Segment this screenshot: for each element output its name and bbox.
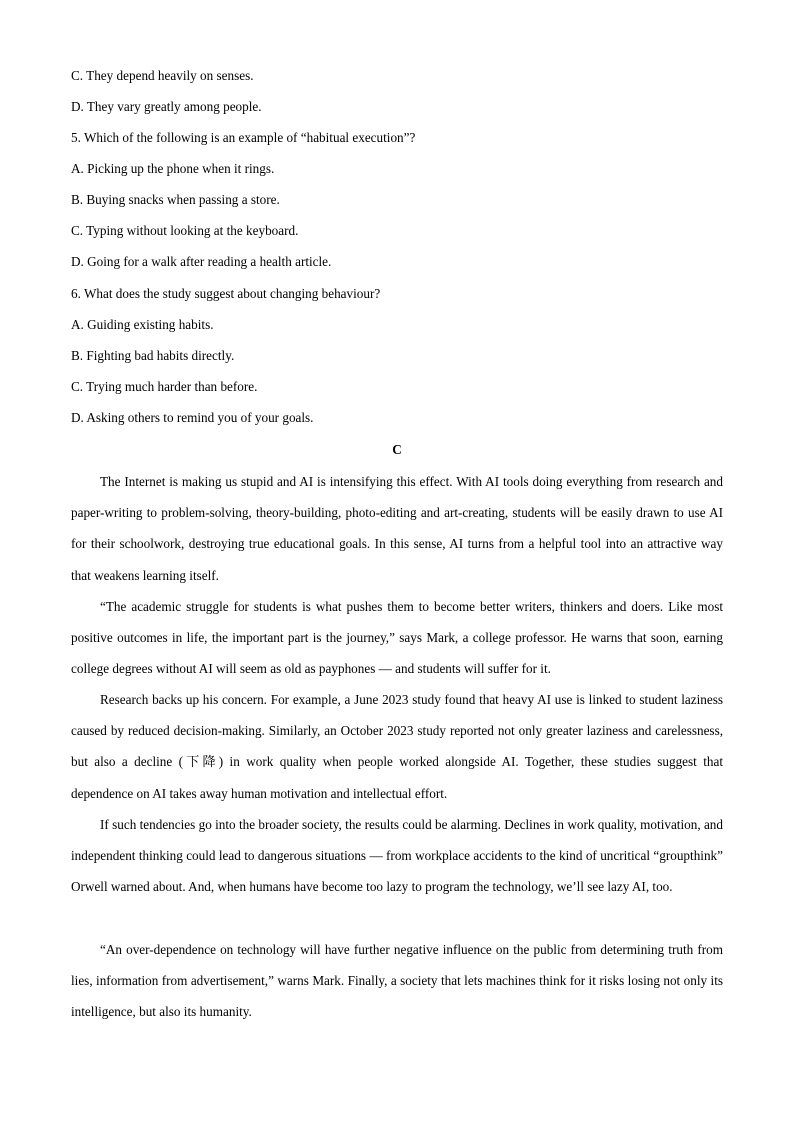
question-text: 5. Which of the following is an example of “habitual execution”? (71, 130, 416, 145)
passage-paragraph-5: “An over-dependence on technology will have further negative influence on the public from determining truth from lies, information from advertisement,” warns Mark. Finally, a society that lets machines think for it risks losing not only its intelligence, but also its humanity. (71, 942, 723, 1020)
section-heading: C (392, 442, 402, 457)
option-text: B. Fighting bad habits directly. (71, 348, 235, 363)
option-text: C. Typing without looking at the keyboard. (71, 223, 299, 238)
option-text: A. Picking up the phone when it rings. (71, 161, 275, 176)
passage-paragraph-3: Research backs up his concern. For example, a June 2023 study found that heavy AI use is linked to student laziness caused by reduced decision-making. Similarly, an October 2023 study reported not only greater laziness and carelessness, but also a decline (下降) in work quality when people worked alongside AI. Together, these studies suggest that dependence on AI takes away human motivation and intellectual effort. (71, 692, 723, 801)
passage-paragraph-2: “The academic struggle for students is what pushes them to become better writers, thinkers and doers. Like most positive outcomes in life, the important part is the journey,” says Mark, a college professor. He warns that soon, earning college degrees without AI will seem as old as payphones — and students will suffer for it. (71, 599, 723, 677)
option-text: B. Buying snacks when passing a store. (71, 192, 280, 207)
option-text: C. Trying much harder than before. (71, 379, 258, 394)
question-text: 6. What does the study suggest about changing behaviour? (71, 286, 381, 301)
passage-paragraph-1: The Internet is making us stupid and AI is intensifying this effect. With AI tools doing everything from research and paper-writing to problem-solving, theory-building, photo-editing and art-creating, students will be easily drawn to use AI for their schoolwork, destroying true educational goals. In this sense, AI turns from a helpful tool into an attractive way that weakens learning itself. (71, 474, 723, 583)
passage-paragraph-4: If such tendencies go into the broader society, the results could be alarming. Declines in work quality, motivation, and independent thinking could lead to dangerous situations — from workplace accidents to the kind of uncritical “groupthink” Orwell warned about. And, when humans have become too lazy to program the technology, we’ll see lazy AI, too. (71, 817, 723, 895)
option-text: D. Asking others to remind you of your goals. (71, 410, 314, 425)
option-text: A. Guiding existing habits. (71, 317, 214, 332)
option-text: D. Going for a walk after reading a health article. (71, 254, 332, 269)
option-text: C. They depend heavily on senses. (71, 68, 254, 83)
option-text: D. They vary greatly among people. (71, 99, 262, 114)
